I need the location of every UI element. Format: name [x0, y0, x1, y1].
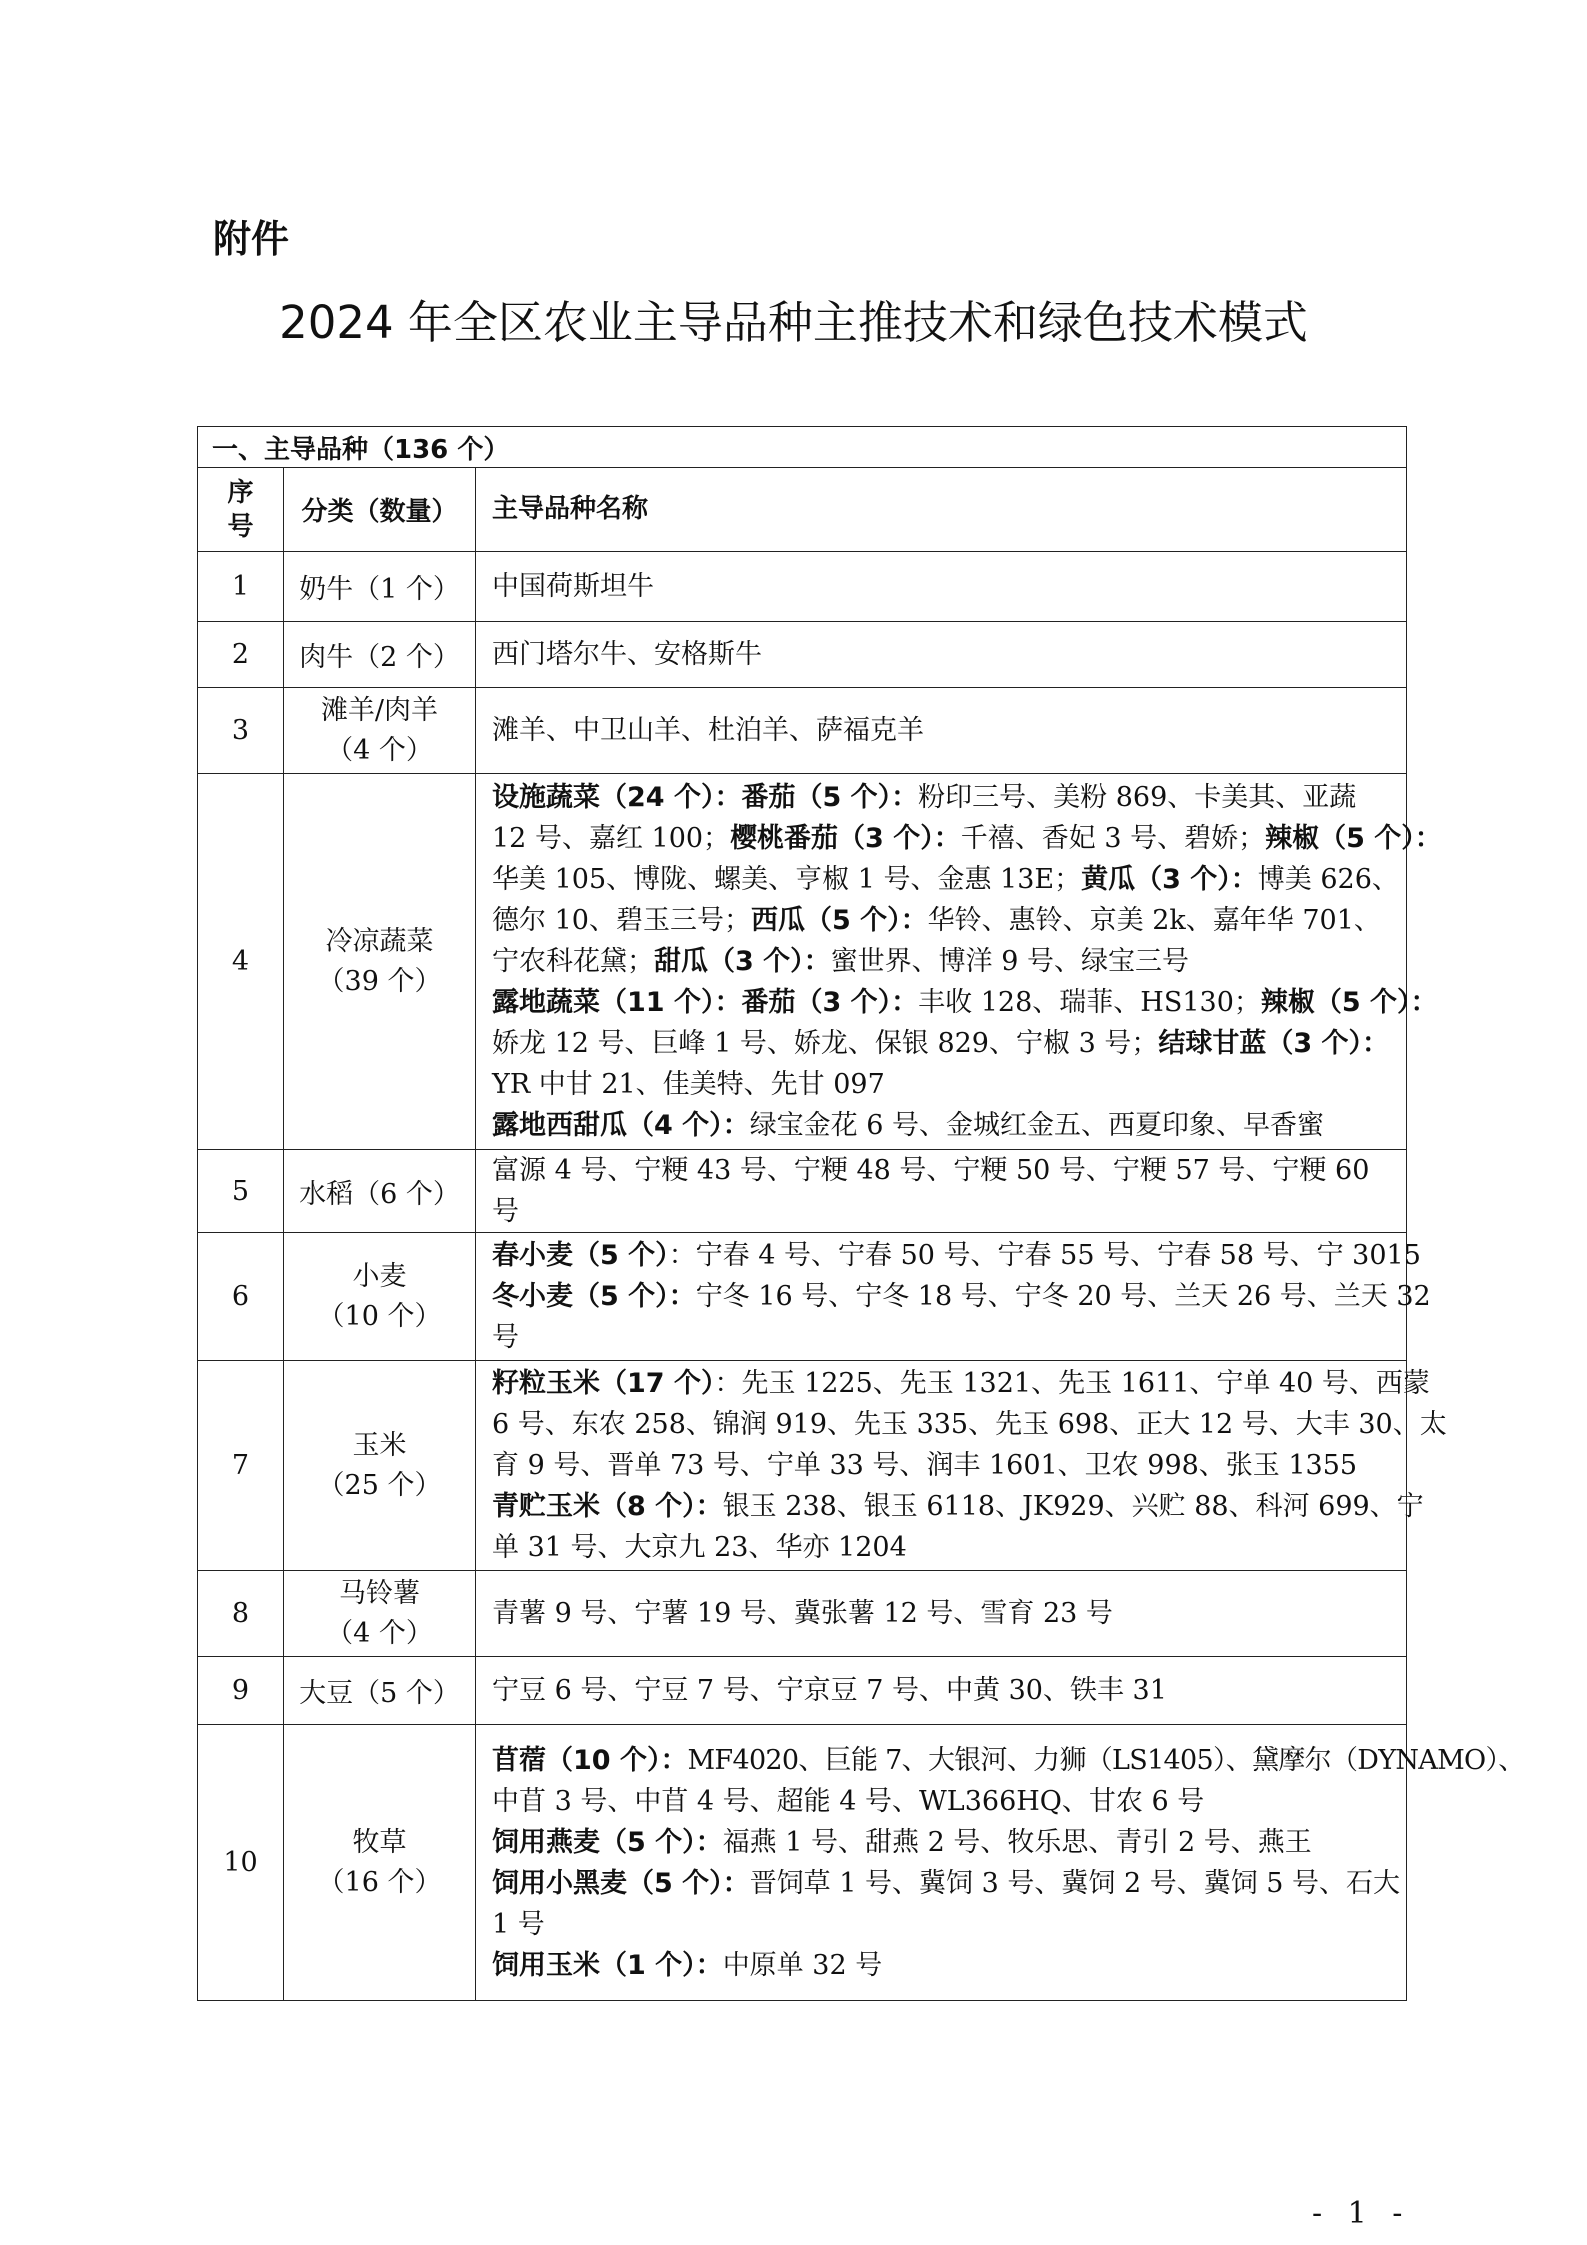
row-varieties: 富源 4 号、宁粳 43 号、宁粳 48 号、宁粳 50 号、宁粳 57 号、宁粳 60 号 [476, 1150, 1407, 1233]
section-header-row [198, 427, 1407, 468]
row-number: 3 [198, 688, 284, 774]
table-row [198, 1571, 1407, 1657]
row-category: 肉牛（2 个） [284, 622, 476, 688]
column-header-no: 序 号 [198, 468, 284, 552]
row-category: 马铃薯 （4 个） [284, 1571, 476, 1657]
table-row [198, 1657, 1407, 1725]
row-number: 7 [198, 1361, 284, 1571]
row-varieties: 春小麦（5 个）：宁春 4 号、宁春 50 号、宁春 55 号、宁春 58 号、宁 3015 冬小麦（5 个）：宁冬 16 号、宁冬 18 号、宁冬 20 号、兰天 26 号、兰天 32 号 [476, 1233, 1407, 1361]
row-varieties: 滩羊、中卫山羊、杜泊羊、萨福克羊 [476, 688, 1407, 774]
row-number: 10 [198, 1725, 284, 2001]
row-number: 4 [198, 774, 284, 1150]
section-title: 一、主导品种（136 个） [198, 427, 1407, 468]
main-table [197, 426, 1525, 2001]
row-number: 2 [198, 622, 284, 688]
row-category: 水稻（6 个） [284, 1150, 476, 1233]
row-number: 5 [198, 1150, 284, 1233]
page-number: - 1 - [1312, 2196, 1411, 2231]
row-category: 玉米 （25 个） [284, 1361, 476, 1571]
row-varieties: 宁豆 6 号、宁豆 7 号、宁京豆 7 号、中黄 30、铁丰 31 [476, 1657, 1407, 1725]
table-row [198, 1361, 1407, 1571]
row-category: 大豆（5 个） [284, 1657, 476, 1725]
table-row [198, 1150, 1407, 1233]
row-varieties: 中国荷斯坦牛 [476, 552, 1407, 622]
row-category: 小麦 （10 个） [284, 1233, 476, 1361]
row-varieties: 籽粒玉米（17 个）：先玉 1225、先玉 1321、先玉 1611、宁单 40 号、西蒙 6 号、东农 258、锦润 919、先玉 335、先玉 698、正大 12 号、大丰 30、太 育 9 号、晋单 73 号、宁单 33 号、润丰 1601、卫农 998、张玉 1355 青贮玉米（8 个）：银玉 238、银玉 6118、JK929、兴贮 88、科河 699、宁 单 31 号、大京九 23、华亦 1204 [476, 1361, 1407, 1571]
table-row [198, 1725, 1407, 2001]
row-number: 6 [198, 1233, 284, 1361]
row-category: 滩羊/肉羊 （4 个） [284, 688, 476, 774]
column-header-category: 分类（数量） [284, 468, 476, 552]
document-title: 2024 年全区农业主导品种主推技术和绿色技术模式 [279, 296, 1308, 349]
attachment-label: 附件 [213, 217, 290, 261]
table-row [198, 622, 1407, 688]
row-varieties: 设施蔬菜（24 个）：番茄（5 个）：粉印三号、美粉 869、卡美其、亚蔬 12 号、嘉红 100；樱桃番茄（3 个）：千禧、香妃 3 号、碧娇；辣椒（5 个）： 华美 105、博陇、螺美、亨椒 1 号、金惠 13E；黄瓜（3 个）：博美 626、 德尔 10、碧玉三号；西瓜（5 个）：华铃、惠铃、京美 2k、嘉年华 701、 宁农科花黛；甜瓜（3 个）：蜜世界、博洋 9 号、绿宝三号 露地蔬菜（11 个）：番茄（3 个）：丰收 128、瑞菲、HS130；辣椒（5 个）： 娇龙 12 号、巨峰 1 号、娇龙、保银 829、宁椒 3 号；结球甘蓝（3 个）： YR 中甘 21、佳美特、先甘 097 露地西甜瓜（4 个）：绿宝金花 6 号、金城红金五、西夏印象、早香蜜 [476, 774, 1407, 1150]
row-varieties: 青薯 9 号、宁薯 19 号、冀张薯 12 号、雪育 23 号 [476, 1571, 1407, 1657]
row-number: 8 [198, 1571, 284, 1657]
table-row [198, 774, 1407, 1150]
row-varieties: 西门塔尔牛、安格斯牛 [476, 622, 1407, 688]
row-number: 9 [198, 1657, 284, 1725]
table-row [198, 552, 1407, 622]
table-row [198, 688, 1407, 774]
column-header-row [198, 468, 1407, 552]
column-header-names: 主导品种名称 [476, 468, 1407, 552]
row-category: 冷凉蔬菜 （39 个） [284, 774, 476, 1150]
row-number: 1 [198, 552, 284, 622]
row-category: 奶牛（1 个） [284, 552, 476, 622]
row-varieties: 苜蓿（10 个）：MF4020、巨能 7、大银河、力狮（LS1405）、黛摩尔（DYNAMO）、 中苜 3 号、中苜 4 号、超能 4 号、WL366HQ、甘农 6 号 饲用燕麦（5 个）：福燕 1 号、甜燕 2 号、牧乐思、青引 2 号、燕王 饲用小黑麦（5 个）：晋饲草 1 号、冀饲 3 号、冀饲 2 号、冀饲 5 号、石大 1 号 饲用玉米（1 个）：中原单 32 号 [476, 1725, 1407, 2001]
row-category: 牧草 （16 个） [284, 1725, 476, 2001]
table-row [198, 1233, 1407, 1361]
